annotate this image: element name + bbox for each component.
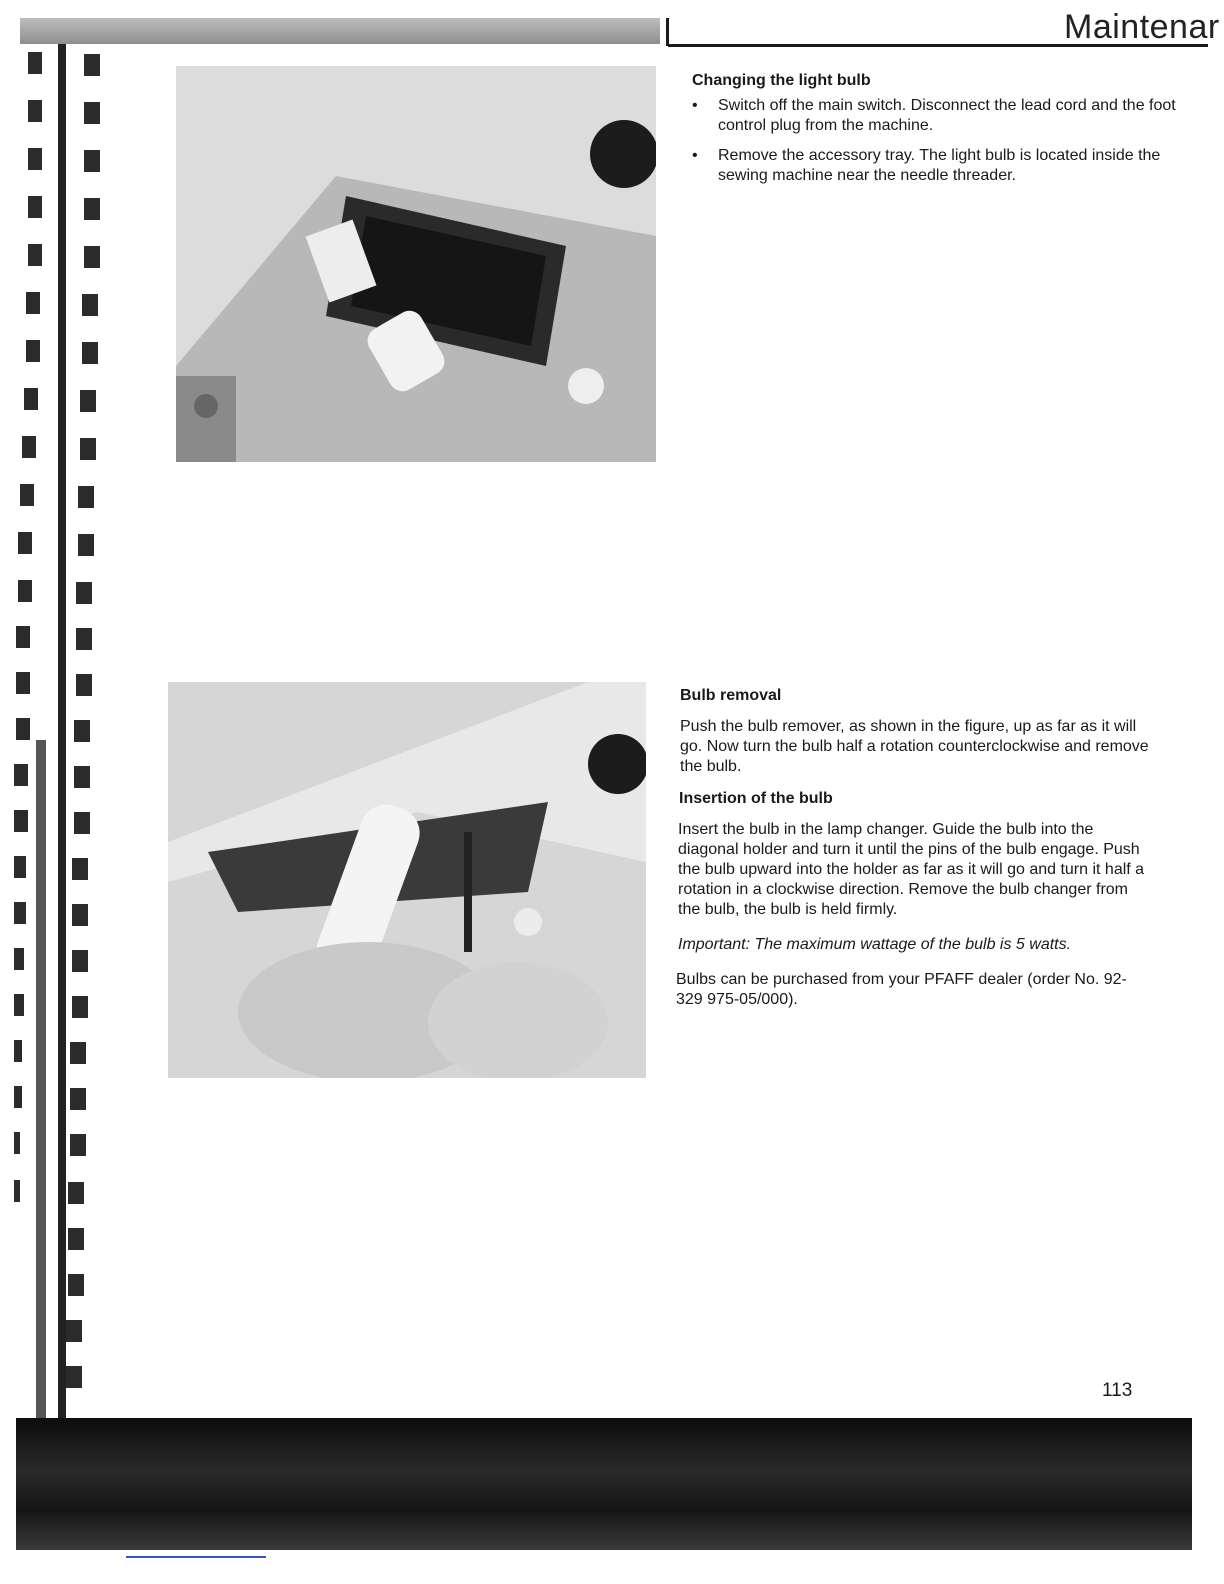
step-text: Switch off the main switch. Disconnect the lead cord and the foot control plug from the machine. bbox=[718, 97, 1176, 134]
list-item bbox=[692, 146, 1182, 186]
section-title: Maintenar bbox=[1064, 8, 1220, 46]
bullet-icon: • bbox=[692, 147, 698, 164]
changing-bulb-steps bbox=[692, 96, 1182, 196]
spiral-binding bbox=[0, 0, 120, 1430]
bottom-edge-line bbox=[126, 1556, 266, 1558]
important-note: Important: The maximum wattage of the bulb is 5 watts. bbox=[678, 936, 1072, 953]
insertion-heading: Insertion of the bulb bbox=[679, 790, 833, 807]
insertion-text: Insert the bulb in the lamp changer. Guide the bulb into the diagonal holder and turn it until the pins of the bulb engage. Push the bulb upward into the holder as far as it will go and turn it half a rotation in a clockwise direction. Remove the bulb changer from the bulb, the bulb is held firmly. bbox=[678, 821, 1145, 918]
purchase-text: Bulbs can be purchased from your PFAFF dealer (order No. 92-329 975-05/000). bbox=[676, 971, 1127, 1008]
step-text: Remove the accessory tray. The light bulb is located inside the sewing machine near the needle threader. bbox=[718, 147, 1161, 184]
bulb-removal-heading: Bulb removal bbox=[680, 687, 782, 704]
header-bar bbox=[20, 18, 660, 44]
page-number: 113 bbox=[1102, 1380, 1133, 1401]
photo-light-bulb-location bbox=[176, 66, 656, 462]
changing-bulb-heading: Changing the light bulb bbox=[692, 72, 871, 89]
header-rule-tick bbox=[666, 18, 669, 46]
bullet-icon: • bbox=[692, 97, 698, 114]
photo-bulb-removal bbox=[168, 682, 646, 1078]
bulb-removal-text: Push the bulb remover, as shown in the figure, up as far as it will go. Now turn the bulb half a rotation counterclockwise and remove the bulb. bbox=[680, 718, 1149, 775]
list-item bbox=[692, 96, 1182, 136]
bottom-shadow-band bbox=[16, 1418, 1192, 1550]
